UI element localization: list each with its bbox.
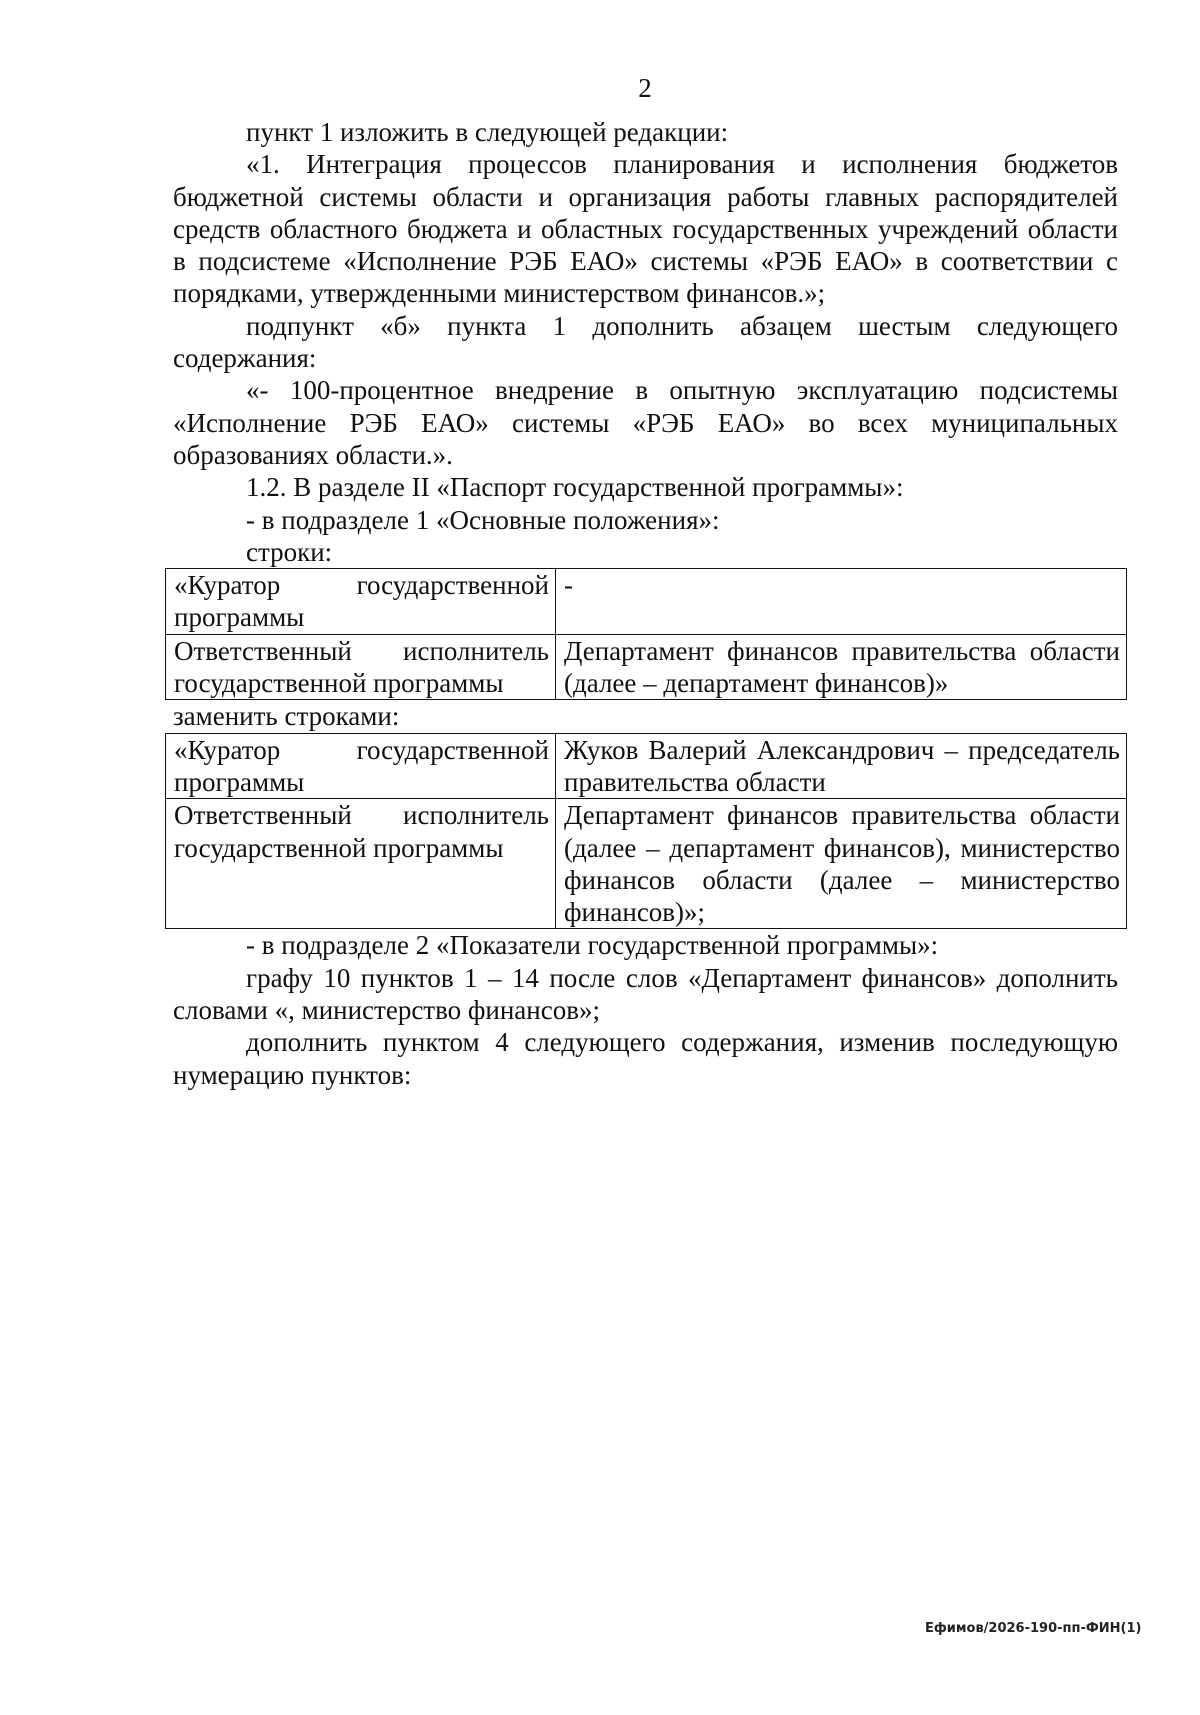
new-rows-table [165, 733, 1127, 930]
paragraph: - в подразделе 1 «Основные положения»: [246, 504, 720, 535]
paragraph: 1.2. В разделе II «Паспорт государственной программы»: [246, 472, 904, 503]
paragraph: пункт 1 изложить в следующей редакции: [246, 117, 729, 147]
table-row [166, 733, 1127, 799]
paragraph: «1. Интеграция процессов планирования и исполнения бюджетов бюджетной системы области и организация работы главных распорядителей средств областного бюджета и областных государственных учреждений области в подсистеме «Исполнение РЭБ ЕАО» системы «РЭБ ЕАО» в соответствии с порядками, утвержденными министерством финансов.»; [173, 149, 1118, 309]
table-row [166, 799, 1127, 929]
table-cell: - [556, 569, 1127, 635]
paragraph: графу 10 пунктов 1 – 14 после слов «Департамент финансов» дополнить словами «, министерство финансов»; [173, 962, 1118, 1026]
document-body [173, 116, 1118, 1091]
table-cell: Ответственный исполнитель государственной программы [166, 799, 556, 929]
table-cell: Ответственный исполнитель государственной программы [166, 634, 556, 700]
table-row [166, 569, 1127, 635]
table-row [166, 634, 1127, 700]
table-cell: Департамент финансов правительства области (далее – департамент финансов)» [556, 634, 1127, 700]
paragraph: строки: [246, 536, 333, 567]
footer-stamp: Ефимов/2026-190-пп-ФИН(1) [925, 1621, 1142, 1636]
table-cell: Департамент финансов правительства области (далее – департамент финансов), министерство финансов области (далее – министерство финансов)»; [556, 799, 1127, 929]
table-cell: «Куратор государственной программы [166, 733, 556, 799]
paragraph: дополнить пунктом 4 следующего содержания, изменив последующую нумерацию пунктов: [173, 1027, 1118, 1090]
old-rows-table [165, 568, 1127, 700]
page-number: 2 [638, 73, 652, 103]
replace-label: заменить строками: [173, 701, 400, 732]
table-cell: Жуков Валерий Александрович – председатель правительства области [556, 733, 1127, 799]
table-cell: «Куратор государственной программы [166, 569, 556, 635]
paragraph: - в подразделе 2 «Показатели государственной программы»: [246, 930, 939, 961]
paragraph: подпункт «б» пункта 1 дополнить абзацем шестым следующего содержания: [173, 310, 1118, 374]
paragraph: «- 100-процентное внедрение в опытную эксплуатацию подсистемы «Исполнение РЭБ ЕАО» системы «РЭБ ЕАО» во всех муниципальных образованиях области.». [173, 375, 1118, 470]
